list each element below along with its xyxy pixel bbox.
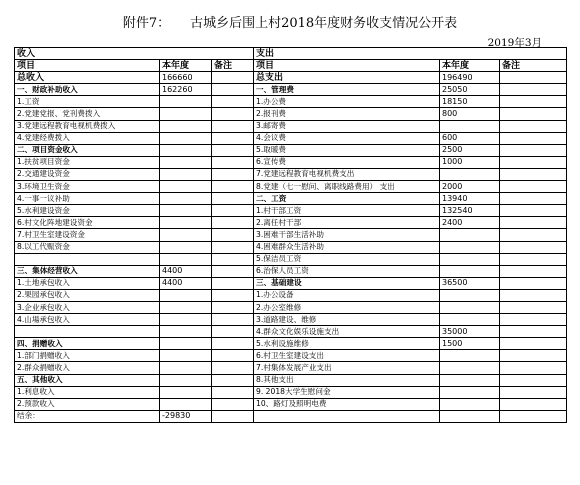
table-row: [15, 84, 567, 96]
expense-item-cell: 9. 2018大学生慰问金: [254, 386, 440, 398]
income-value-cell: [160, 217, 212, 229]
income-item-cell: 2.党建党报、党刊费拨入: [15, 108, 160, 120]
income-note-cell: [212, 314, 254, 326]
income-item-cell: 1.部门捐赠收入: [15, 350, 160, 362]
income-value-cell: [160, 314, 212, 326]
expense-note-cell: [500, 338, 567, 350]
income-item-cell: 8.以工代赈资金: [15, 241, 160, 253]
expense-note-cell: [500, 168, 567, 180]
expense-value-cell: [440, 241, 500, 253]
table-row: [15, 96, 567, 108]
expense-note-cell: [500, 277, 567, 289]
expense-item-cell: 3.邮寄费: [254, 120, 440, 132]
table-row: [15, 326, 567, 338]
income-value-cell: [160, 181, 212, 193]
income-item-cell: 3.环境卫生资金: [15, 181, 160, 193]
income-item-cell: 1.土地承包收入: [15, 277, 160, 289]
income-note-cell: [212, 326, 254, 338]
table-row: [15, 241, 567, 253]
income-item-cell: 二、项目资金收入: [15, 144, 160, 156]
report-title-text: 古城乡后围上村2018年度财务收支情况公开表: [190, 16, 458, 31]
expense-note-cell: [500, 301, 567, 313]
expense-note-cell: [500, 253, 567, 265]
expense-note-cell: [500, 265, 567, 277]
table-row: [15, 350, 567, 362]
income-note-cell: [212, 168, 254, 180]
expense-note-cell: [500, 374, 567, 386]
income-item-cell: 4.党建经费拨入: [15, 132, 160, 144]
income-item-cell: 3.党建远程教育电视机费拨入: [15, 120, 160, 132]
expense-value-cell: 25050: [440, 84, 500, 96]
table-row: [15, 156, 567, 168]
expense-note-cell: [500, 314, 567, 326]
income-value-cell: [160, 108, 212, 120]
expense-note-cell: [500, 410, 567, 422]
table-row: [15, 205, 567, 217]
income-note-cell: [212, 386, 254, 398]
income-value-cell: [160, 120, 212, 132]
expense-value-cell: [440, 289, 500, 301]
income-col-item: 项目: [15, 60, 160, 72]
expense-note-cell: [500, 217, 567, 229]
income-total-value: 166660: [160, 72, 212, 84]
income-note-cell: [212, 362, 254, 374]
expense-col-year: 本年度: [440, 60, 500, 72]
income-value-cell: [160, 362, 212, 374]
income-note-cell: [212, 229, 254, 241]
expense-note-cell: [500, 193, 567, 205]
expense-value-cell: [440, 120, 500, 132]
table-row: [15, 217, 567, 229]
expense-note-cell: [500, 350, 567, 362]
expense-item-cell: 二、工资: [254, 193, 440, 205]
income-item-cell: 1.工资: [15, 96, 160, 108]
table-row: [15, 108, 567, 120]
table-row: [15, 410, 567, 422]
income-value-cell: [160, 326, 212, 338]
income-note-cell: [212, 217, 254, 229]
table-row: [15, 168, 567, 180]
expense-note-cell: [500, 289, 567, 301]
expense-item-cell: 4.群众文化娱乐设施支出: [254, 326, 440, 338]
income-value-cell: [160, 338, 212, 350]
income-value-cell: [160, 96, 212, 108]
table-row: [15, 120, 567, 132]
table-row: [15, 338, 567, 350]
expense-item-cell: 5.水利设施维修: [254, 338, 440, 350]
expense-col-note: 备注: [500, 60, 567, 72]
table-row: [15, 386, 567, 398]
table-row: [15, 362, 567, 374]
total-row: [15, 72, 567, 84]
income-value-cell: [160, 156, 212, 168]
expense-section-label: 支出: [254, 48, 567, 60]
income-note-cell: [212, 132, 254, 144]
expense-value-cell: [440, 314, 500, 326]
income-note-cell: [212, 301, 254, 313]
expense-note-cell: [500, 84, 567, 96]
income-item-cell: 4.一事一议补助: [15, 193, 160, 205]
expense-note-cell: [500, 144, 567, 156]
income-col-year: 本年度: [160, 60, 212, 72]
income-item-cell: 2.交通建设资金: [15, 168, 160, 180]
expense-value-cell: 132540: [440, 205, 500, 217]
expense-item-cell: 7.村集体发展产业支出: [254, 362, 440, 374]
expense-col-item: 项目: [254, 60, 440, 72]
income-note-cell: [212, 193, 254, 205]
expense-note-cell: [500, 326, 567, 338]
expense-value-cell: 13940: [440, 193, 500, 205]
income-value-cell: [160, 386, 212, 398]
expense-value-cell: 1000: [440, 156, 500, 168]
income-note-cell: [212, 398, 254, 410]
expense-value-cell: 35000: [440, 326, 500, 338]
income-item-cell: 五、其他收入: [15, 374, 160, 386]
expense-item-cell: 5.取暖费: [254, 144, 440, 156]
income-note-cell: [212, 241, 254, 253]
expense-note-cell: [500, 362, 567, 374]
income-section-label: 收入: [15, 48, 254, 60]
report-date: 2019年3月: [487, 37, 542, 49]
income-value-cell: -29830: [160, 410, 212, 422]
expense-item-cell: 4.会议费: [254, 132, 440, 144]
income-note-cell: [212, 181, 254, 193]
expense-value-cell: [440, 301, 500, 313]
expense-item-cell: 一、管理费: [254, 84, 440, 96]
expense-value-cell: [440, 168, 500, 180]
expense-note-cell: [500, 386, 567, 398]
income-note-cell: [212, 350, 254, 362]
table-row: [15, 374, 567, 386]
income-item-cell: 结余：: [15, 410, 160, 422]
expense-item-cell: 2.报刊费: [254, 108, 440, 120]
income-item-cell: 4.山場承包收入: [15, 314, 160, 326]
expense-value-cell: [440, 398, 500, 410]
income-value-cell: [160, 289, 212, 301]
expense-note-cell: [500, 96, 567, 108]
income-note-cell: [212, 96, 254, 108]
expense-value-cell: 800: [440, 108, 500, 120]
expense-item-cell: 3.困难干部生活补助: [254, 229, 440, 241]
table-row: [15, 398, 567, 410]
expense-value-cell: 2400: [440, 217, 500, 229]
expense-value-cell: [440, 350, 500, 362]
expense-note-cell: [500, 205, 567, 217]
section-header-row: [15, 48, 567, 60]
table-row: [15, 314, 567, 326]
income-item-cell: 6.村文化阵地建设资金: [15, 217, 160, 229]
income-value-cell: 4400: [160, 265, 212, 277]
income-value-cell: [160, 132, 212, 144]
expense-item-cell: 6.村卫生室建设支出: [254, 350, 440, 362]
table-row: [15, 277, 567, 289]
income-item-cell: 7.村卫生室建设资金: [15, 229, 160, 241]
attachment-label: 附件7：: [122, 16, 171, 31]
expense-item-cell: 8.党建（七一慰问、离职线路费用） 支出: [254, 181, 440, 193]
income-value-cell: 4400: [160, 277, 212, 289]
expense-value-cell: 1500: [440, 338, 500, 350]
expense-value-cell: [440, 386, 500, 398]
income-value-cell: 162260: [160, 84, 212, 96]
income-note-cell: [212, 144, 254, 156]
expense-total-value: 196490: [440, 72, 500, 84]
income-note-cell: [212, 156, 254, 168]
expense-item-cell: 2.离任村干部: [254, 217, 440, 229]
income-note-cell: [212, 338, 254, 350]
expense-note-cell: [500, 132, 567, 144]
table-row: [15, 132, 567, 144]
expense-note-cell: [500, 181, 567, 193]
expense-item-cell: 10、路灯及照明电费: [254, 398, 440, 410]
expense-item-cell: 8.其他支出: [254, 374, 440, 386]
income-item-cell: 三、集体经营收入: [15, 265, 160, 277]
expense-item-cell: 1.村干部工资: [254, 205, 440, 217]
expense-value-cell: 2500: [440, 144, 500, 156]
income-note-cell: [212, 205, 254, 217]
income-note-cell: [212, 84, 254, 96]
income-total-note: [212, 72, 254, 84]
income-value-cell: [160, 253, 212, 265]
expense-value-cell: [440, 265, 500, 277]
table-row: [15, 193, 567, 205]
expense-value-cell: 18150: [440, 96, 500, 108]
expense-total-note: [500, 72, 567, 84]
income-item-cell: [15, 326, 160, 338]
income-value-cell: [160, 301, 212, 313]
income-item-cell: 5.水利建设资金: [15, 205, 160, 217]
expense-item-cell: 1.办公设备: [254, 289, 440, 301]
finance-table-body: [15, 48, 567, 423]
expense-note-cell: [500, 120, 567, 132]
expense-item-cell: 三、基础建设: [254, 277, 440, 289]
table-row: [15, 301, 567, 313]
expense-note-cell: [500, 398, 567, 410]
table-row: [15, 289, 567, 301]
table-row: [15, 144, 567, 156]
finance-table: [14, 47, 567, 423]
income-note-cell: [212, 120, 254, 132]
expense-value-cell: 2000: [440, 181, 500, 193]
expense-item-cell: 6.宣传费: [254, 156, 440, 168]
expense-value-cell: [440, 410, 500, 422]
income-note-cell: [212, 265, 254, 277]
income-item-cell: 四、捐赠收入: [15, 338, 160, 350]
income-note-cell: [212, 374, 254, 386]
income-value-cell: [160, 168, 212, 180]
table-row: [15, 229, 567, 241]
income-item-cell: 3.企业承包收入: [15, 301, 160, 313]
expense-value-cell: [440, 362, 500, 374]
income-value-cell: [160, 229, 212, 241]
income-value-cell: [160, 374, 212, 386]
expense-item-cell: 6.治保人员工资: [254, 265, 440, 277]
table-row: [15, 265, 567, 277]
expense-item-cell: 3.道路建设、维修: [254, 314, 440, 326]
income-value-cell: [160, 144, 212, 156]
expense-note-cell: [500, 156, 567, 168]
expense-item-cell: 4.困难群众生活补助: [254, 241, 440, 253]
column-header-row: [15, 60, 567, 72]
table-row: [15, 253, 567, 265]
expense-value-cell: [440, 253, 500, 265]
income-value-cell: [160, 241, 212, 253]
expense-note-cell: [500, 229, 567, 241]
income-note-cell: [212, 108, 254, 120]
expense-value-cell: [440, 229, 500, 241]
income-value-cell: [160, 205, 212, 217]
table-row: [15, 181, 567, 193]
income-note-cell: [212, 410, 254, 422]
expense-item-cell: 5.保洁员工资: [254, 253, 440, 265]
expense-note-cell: [500, 108, 567, 120]
income-note-cell: [212, 277, 254, 289]
expense-value-cell: 600: [440, 132, 500, 144]
income-total-label: 总收入: [15, 72, 160, 84]
expense-item-cell: 1.办公费: [254, 96, 440, 108]
expense-item-cell: [254, 410, 440, 422]
expense-value-cell: [440, 374, 500, 386]
income-item-cell: 2.预款收入: [15, 398, 160, 410]
income-col-note: 备注: [212, 60, 254, 72]
income-item-cell: 2.果园承包收入: [15, 289, 160, 301]
expense-note-cell: [500, 241, 567, 253]
income-item-cell: 1.利息收入: [15, 386, 160, 398]
expense-item-cell: 2.办公室维修: [254, 301, 440, 313]
expense-item-cell: 7.党建远程教育电视机费支出: [254, 168, 440, 180]
expense-total-label: 总支出: [254, 72, 440, 84]
income-item-cell: 2.群众捐赠收入: [15, 362, 160, 374]
report-title: [0, 12, 580, 31]
income-note-cell: [212, 289, 254, 301]
income-item-cell: [15, 253, 160, 265]
expense-value-cell: 36500: [440, 277, 500, 289]
income-item-cell: 1.扶贫项目资金: [15, 156, 160, 168]
income-value-cell: [160, 350, 212, 362]
income-value-cell: [160, 193, 212, 205]
income-item-cell: 一、财政补助收入: [15, 84, 160, 96]
income-note-cell: [212, 253, 254, 265]
income-value-cell: [160, 398, 212, 410]
